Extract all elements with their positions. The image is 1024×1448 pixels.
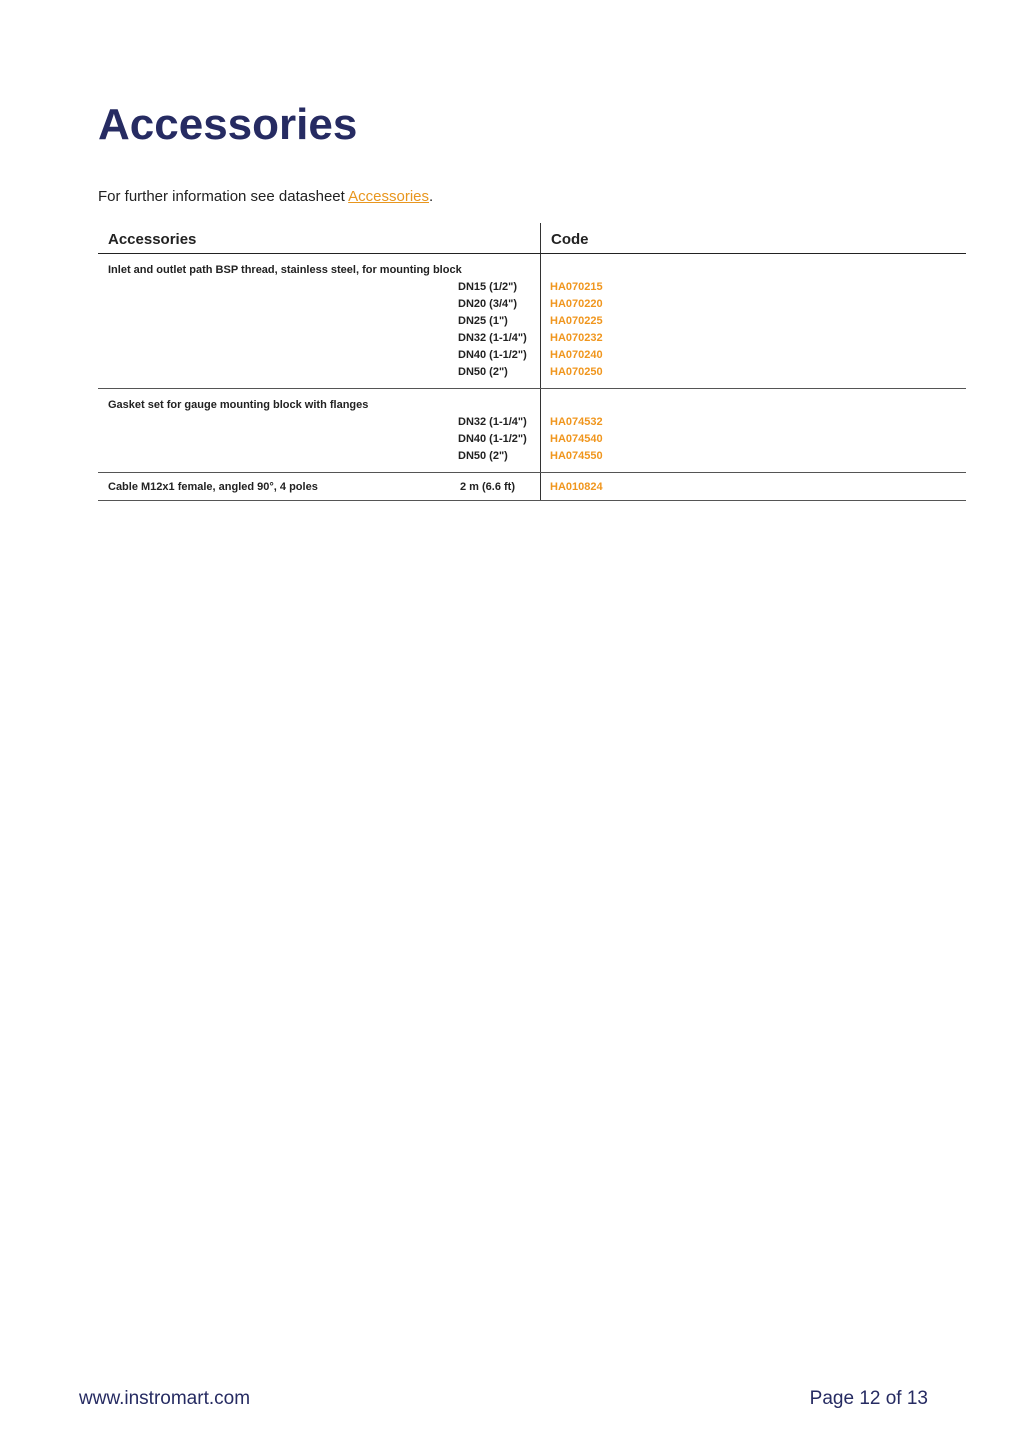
code-cell[interactable]: HA070220: [550, 298, 603, 310]
accessories-table: [98, 223, 966, 501]
table-row: [98, 449, 966, 466]
footer-page-number: Page 12 of 13: [809, 1388, 928, 1409]
intro-suffix: .: [429, 188, 434, 205]
code-cell[interactable]: HA070250: [550, 366, 603, 378]
code-cell[interactable]: HA074550: [550, 450, 603, 462]
footer-website[interactable]: www.instromart.com: [79, 1388, 251, 1409]
table-row: [98, 415, 966, 432]
code-cell[interactable]: HA074540: [550, 433, 603, 445]
table-row: [98, 432, 966, 449]
table-row: [98, 348, 966, 365]
code-cell[interactable]: HA070225: [550, 315, 603, 327]
size-cell: DN50 (2"): [458, 366, 508, 378]
cable-label: Cable M12x1 female, angled 90°, 4 poles: [108, 481, 318, 493]
table-row: [98, 297, 966, 314]
size-cell: DN32 (1-1/4"): [458, 416, 527, 428]
code-cell[interactable]: HA010824: [550, 481, 603, 493]
page-title: Accessories: [98, 100, 358, 149]
size-cell: DN25 (1"): [458, 315, 508, 327]
table-row: [98, 331, 966, 348]
header-accessories: Accessories: [108, 231, 197, 248]
header-code: Code: [551, 231, 589, 248]
size-cell: DN50 (2"): [458, 450, 508, 462]
code-cell[interactable]: HA070215: [550, 281, 603, 293]
group-bsp-thread: [98, 254, 966, 389]
code-cell[interactable]: HA070232: [550, 332, 603, 344]
size-cell: 2 m (6.6 ft): [460, 481, 516, 493]
intro-label: For further information see datasheet: [98, 188, 349, 205]
table-row: [98, 280, 966, 297]
table-header: [98, 223, 966, 254]
code-cell[interactable]: HA074532: [550, 416, 603, 428]
size-cell: DN40 (1-1/2"): [458, 433, 527, 445]
size-cell: DN40 (1-1/2"): [458, 349, 527, 361]
group-title: Gasket set for gauge mounting block with flanges: [108, 399, 369, 411]
code-cell[interactable]: HA070240: [550, 349, 603, 361]
cable-row: [98, 473, 966, 501]
accessories-datasheet-link[interactable]: Accessories: [348, 188, 429, 205]
group-title: Inlet and outlet path BSP thread, stainless steel, for mounting block: [108, 264, 462, 276]
size-cell: DN20 (3/4"): [458, 298, 518, 310]
size-cell: DN15 (1/2"): [458, 281, 518, 293]
size-cell: DN32 (1-1/4"): [458, 332, 527, 344]
group-gasket-set: [98, 389, 966, 473]
table-row: [98, 365, 966, 382]
table-row: [98, 314, 966, 331]
intro-text: [98, 188, 433, 205]
